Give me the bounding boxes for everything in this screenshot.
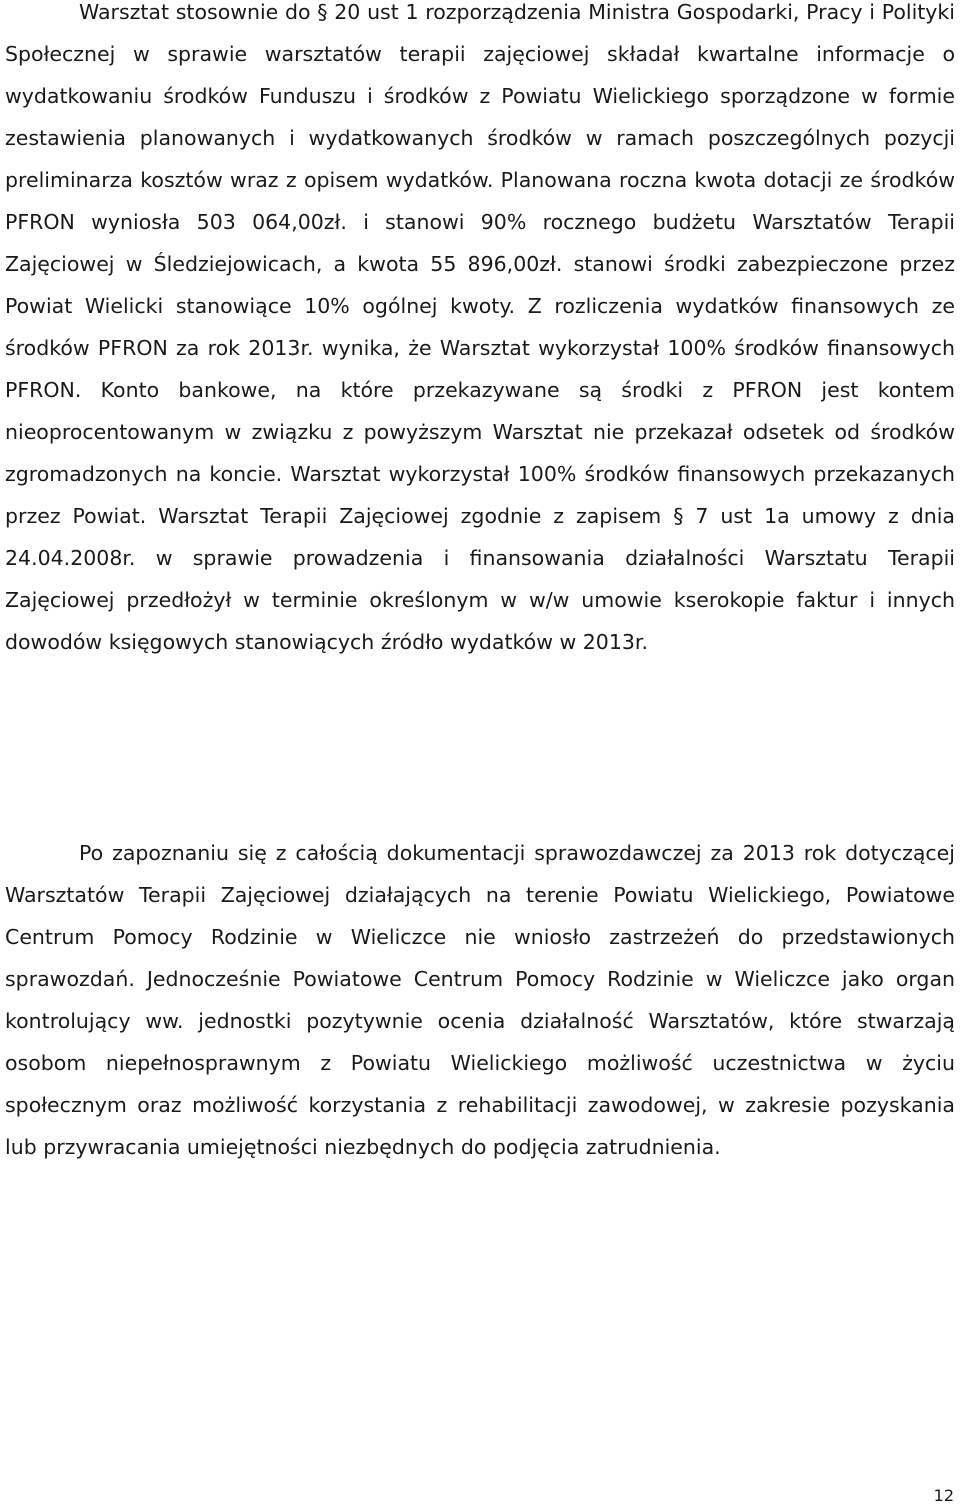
body-paragraph-2: Po zapoznaniu się z całością dokumentacji sprawozdawczej za 2013 rok dotyczącej Warsztatów Terapii Zajęciowej działających na terenie Powiatu Wielickiego, Powiatowe Centrum Pomocy Rodzinie w Wieliczce nie wniosło zastrzeżeń do przedstawionych sprawozdań. Jednocześnie Powiatowe Centrum Pomocy Rodzinie w Wieliczce jako organ kontrolujący ww. jednostki pozytywnie ocenia działalność Warsztatów, które stwarzają osobom niepełnosprawnym z Powiatu Wielickiego możliwość uczestnictwa w życiu społecznym oraz możliwość korzystania z rehabilitacji zawodowej, w zakresie pozyskania lub przywracania umiejętności niezbędnych do podjęcia zatrudnienia. xyxy=(5,841,955,1159)
body-paragraph-1: Warsztat stosownie do § 20 ust 1 rozporządzenia Ministra Gospodarki, Pracy i Polityki Społecznej w sprawie warsztatów terapii zajęciowej składał kwartalne informacje o wydatkowaniu środków Funduszu i środków z Powiatu Wielickiego sporządzone w formie zestawienia planowanych i wydatkowanych środków w ramach poszczególnych pozycji preliminarza kosztów wraz z opisem wydatków. Planowana roczna kwota dotacji ze środków PFRON wyniosła 503 064,00zł. i stanowi 90% rocznego budżetu Warsztatów Terapii Zajęciowej w Śledziejowicach, a kwota 55 896,00zł. stanowi środki zabezpieczone przez Powiat Wielicki stanowiące 10% ogólnej kwoty. Z rozliczenia wydatków finansowych ze środków PFRON za rok 2013r. wynika, że Warsztat wykorzystał 100% środków finansowych PFRON. Konto bankowe, na które przekazywane są środki z PFRON jest kontem nieoprocentowanym w związku z powyższym Warsztat nie przekazał odsetek od środków zgromadzonych na koncie. Warsztat wykorzystał 100% środków finansowych przekazanych przez Powiat. Warsztat Terapii Zajęciowej zgodnie z zapisem § 7 ust 1a umowy z dnia 24.04.2008r. w sprawie prowadzenia i finansowania działalności Warsztatu Terapii Zajęciowej przedłożył w terminie określonym w w/w umowie kserokopie faktur i innych dowodów księgowych stanowiących źródło wydatków w 2013r. xyxy=(5,0,955,654)
page-number: 12 xyxy=(933,1486,954,1505)
